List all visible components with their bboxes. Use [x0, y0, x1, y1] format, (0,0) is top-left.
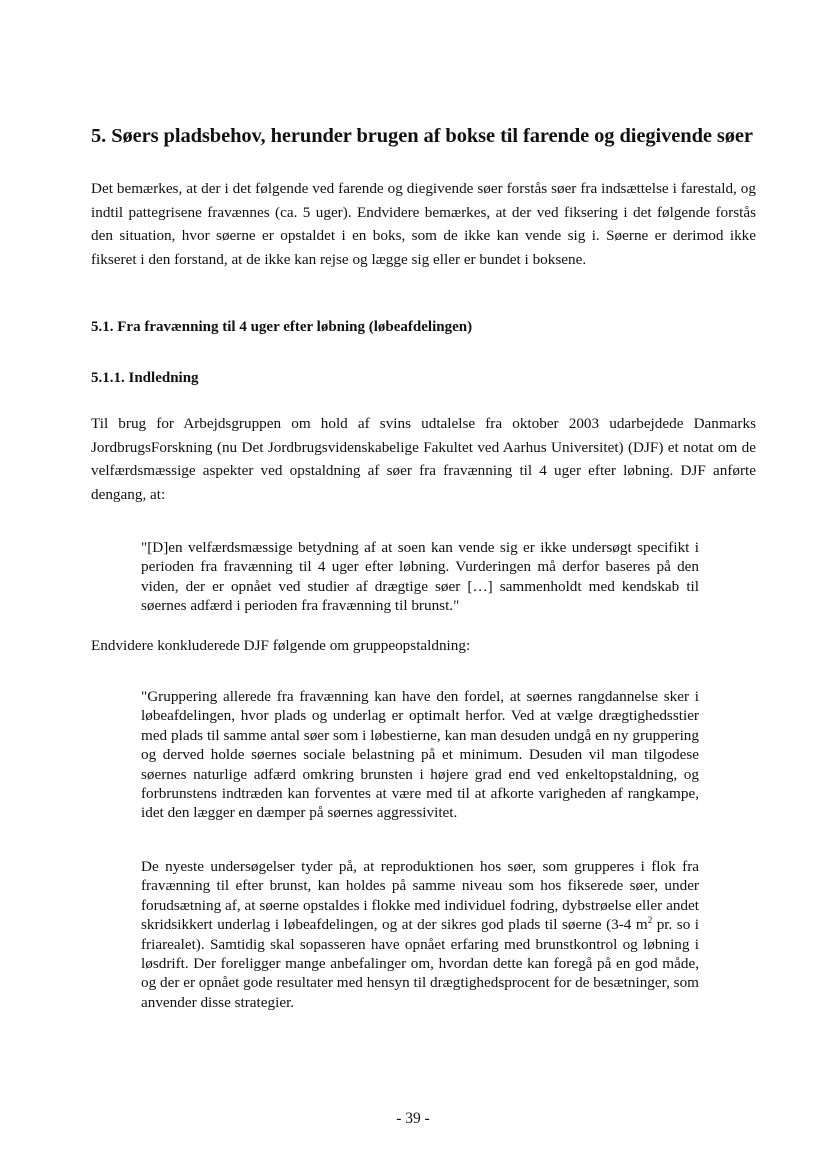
djf-paragraph: Til brug for Arbejdsgruppen om hold af svins udtalelse fra oktober 2003 udarbejdede Danmarks JordbrugsForskning (nu Det Jordbrugsvidenskabelige Fakultet ved Aarhus Universitet) (DJF) et notat om de velfærdsmæssige aspekter ved opstaldning af søer fra fravænning til 4 uger efter løbning. DJF anførte dengang, at:: [91, 415, 756, 503]
subsection-heading: 5.1. Fra fravænning til 4 uger efter løbning (løbeafdelingen): [91, 319, 473, 335]
subsubsection-heading: 5.1.1. Indledning: [91, 370, 199, 386]
block-quote-2b: [141, 857, 699, 1012]
lead-in-paragraph: Endvidere konkluderede DJF følgende om gruppeopstaldning:: [91, 637, 471, 654]
quote-2b-text-1: De nyeste undersøgelser tyder på, at reproduktionen hos søer, som grupperes i flok fra fravænning til efter brunst, kan holdes på samme niveau som hos fikserede søer, under forudsætning af, at søerne opstaldes i flokke med individuel fodring, dybstrøelse eller andet skridsikkert underlag i løbeafdelingen, og at der sikres god plads til søerne (3-4 m: [141, 858, 699, 934]
section-heading: 5. Søers pladsbehov, herunder brugen af bokse til farende og diegivende søer: [91, 125, 753, 147]
superscript: 2: [647, 915, 653, 926]
block-quote-2a: "Gruppering allerede fra fravænning kan have den fordel, at søernes rangdannelse sker i løbeafdelingen, hvor plads og underlag er optimalt herfor. Ved at vælge drægtighedsstier med plads til samme antal søer som i løbestierne, kan man desuden undgå en ny gruppering og derved holde søernes sociale belastning på et minimum. Desuden vil man tilgodese søernes naturlige adfærd omkring brunsten i højere grad end ved enkeltopstaldning, og forbrunstens indtræden kan forventes at være med til at afkorte varigheden af rangkampe, idet den lægger en dæmper på søernes aggressivitet.: [141, 688, 699, 822]
page-number: - 39 -: [396, 1110, 430, 1127]
block-quote-1: "[D]en velfærdsmæssige betydning af at soen kan vende sig er ikke undersøgt specifikt i perioden fra fravænning til 4 uger efter løbning. Vurderingen må derfor baseres på den viden, der er opnået ved studier af drægtige søer […] sammenholdt med kendskab til søernes adfærd i perioden fra fravænning til brunst.": [141, 539, 699, 615]
quote-2b-text-2: pr. so i friarealet). Samtidig skal sopasseren have opnået erfaring med brunstkontrol og løbning i løsdrift. Der foreligger mange anbefalinger om, hvordan dette kan foregå på en god måde, og der er opnået gode resultater med hensyn til drægtighedsprocent for de besætninger, som anvender disse strategier.: [141, 916, 700, 1011]
intro-paragraph: Det bemærkes, at der i det følgende ved farende og diegivende søer forstås søer fra indsættelse i farestald, og indtil pattegrisene fravænnes (ca. 5 uger). Endvidere bemærkes, at der ved fiksering i det følgende forstås den situation, hvor søerne er opstaldet i en boks, som de ikke kan vende sig i. Søerne er derimod ikke fikseret i den forstand, at de ikke kan rejse og lægge sig eller er bundet i boksene.: [91, 180, 756, 268]
